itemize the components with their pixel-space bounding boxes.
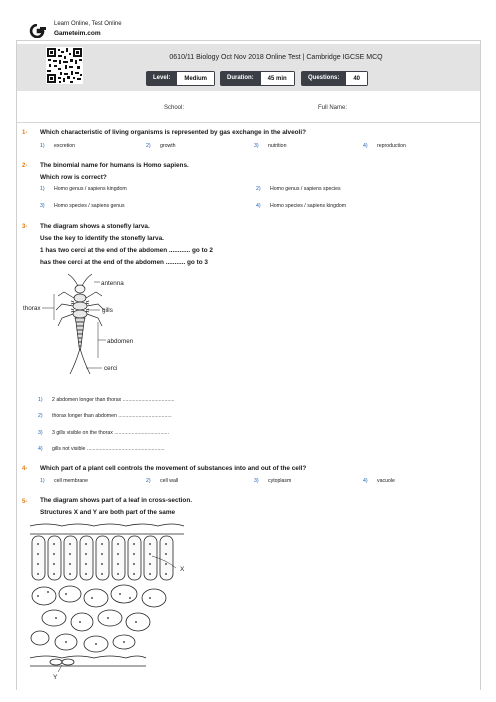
label-abdomen: abdomen [107,338,134,345]
header-divider [17,122,480,123]
option-text[interactable]: Homo genus / sapiens species [270,186,341,192]
question-text: Which characteristic of living organisms is represented by gas exchange in the alveoli? [40,129,307,136]
option-number[interactable]: 4) [363,143,368,149]
gameteim-logo-icon [28,24,46,38]
option-text[interactable]: Homo genus / sapiens kingdom [54,186,127,192]
school-field-label: School: [164,105,185,111]
option-number[interactable]: 3) [254,143,259,149]
option-number[interactable]: 1) [38,397,43,403]
question-number: 3- [22,224,28,230]
qr-code-icon [46,47,83,84]
option-number[interactable]: 3) [254,478,259,484]
question-number: 4- [22,466,28,472]
option-number[interactable]: 1) [40,478,45,484]
brand-tagline: Learn Online, Test Online [54,21,122,27]
option-text[interactable]: growth [160,143,176,149]
label-cerci: cerci [104,365,118,372]
option-number[interactable]: 4) [38,446,43,452]
question-number: 5- [22,499,28,505]
question-text: The diagram shows a stonefly larva. [40,223,150,230]
option-text[interactable]: thorax longer than abdomen ..................................... [52,413,172,419]
stonefly-larva-diagram [18,272,178,390]
leaf-cross-section-diagram [26,520,196,688]
duration-badge [220,71,295,86]
option-number[interactable]: 2) [146,143,151,149]
option-number[interactable]: 3) [38,430,43,436]
test-title: 0610/11 Biology Oct Nov 2018 Online Test | Cambridge IGCSE MCQ [169,54,383,61]
questions-badge [301,71,368,86]
question-text: The diagram shows part of a leaf in cross-section. [40,497,192,504]
level-badge [146,71,215,86]
option-text[interactable]: 3 gills visible on the thorax ...................................... [52,430,170,436]
questions-label: Questions: [301,71,346,86]
question-text: Use the key to identify the stonefly larva. [40,235,164,242]
option-number[interactable]: 2) [38,413,43,419]
brand-site[interactable]: Gameteim.com [54,30,101,37]
label-antenna: antenna [101,280,124,287]
option-number[interactable]: 2) [146,478,151,484]
option-text[interactable]: reproduction [377,143,406,149]
option-text[interactable]: cytoplasm [268,478,292,484]
label-gills: gills [102,307,113,314]
level-label: Level: [146,71,177,86]
question-text: 1 has two cerci at the end of the abdomen ............ go to 2 [40,247,213,254]
option-number[interactable]: 1) [40,186,45,192]
label-thorax: thorax [23,305,41,312]
level-value: Medium [177,71,215,86]
questions-value: 40 [346,71,368,86]
question-text: Which part of a plant cell controls the movement of substances into and out of the cell? [40,465,307,472]
option-number[interactable]: 3) [40,203,45,209]
question-text: Structures X and Y are both part of the same [40,509,176,516]
option-text[interactable]: 2 abdomen longer than thorax .................................... [52,397,175,403]
question-text: The binomial name for humans is Homo sapiens. [40,162,189,169]
option-text[interactable]: excretion [54,143,76,149]
option-number[interactable]: 1) [40,143,45,149]
fullname-field-label: Full Name: [318,105,348,111]
label-x: X [180,566,185,573]
question-text: has thee cerci at the end of the abdomen ........... go to 3 [40,259,208,266]
question-number: 2- [22,163,28,169]
option-text[interactable]: vacuole [377,478,395,484]
option-text[interactable]: nutrition [268,143,287,149]
option-number[interactable]: 4) [256,203,261,209]
option-text[interactable]: Homo species / sapiens genus [54,203,125,209]
option-text[interactable]: cell wall [160,478,179,484]
option-text[interactable]: Homo species / sapiens kingdom [270,203,347,209]
option-text[interactable]: cell membrane [54,478,89,484]
question-number: 1- [22,130,28,136]
option-text[interactable]: gills not visible ...................................................... [52,446,165,452]
duration-label: Duration: [220,71,261,86]
option-number[interactable]: 2) [256,186,261,192]
duration-value: 45 min [261,71,295,86]
question-text: Which row is correct? [40,174,107,181]
option-number[interactable]: 4) [363,478,368,484]
label-y: Y [53,674,58,681]
